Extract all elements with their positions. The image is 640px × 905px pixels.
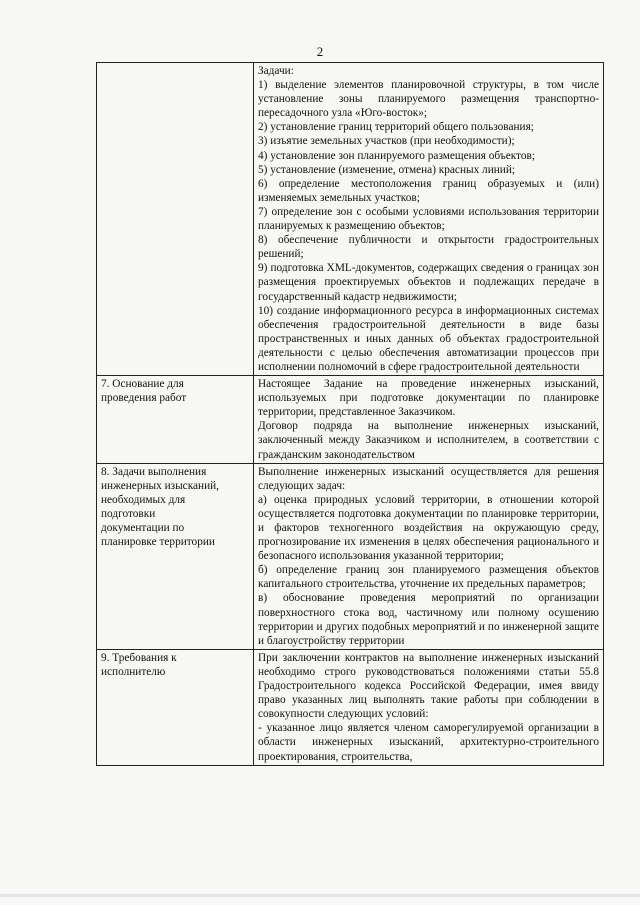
content-paragraph: При заключении контрактов на выполнение инженерных изысканий необходимо строго руководствоваться положениями статьи 55.8 Градостроительного кодекса Российской Федерации, имея ввиду право указанных лиц выполнять такие работы при соблюдении в совокупности следующих условий: [258, 651, 599, 721]
content-paragraph: б) определение границ зон планируемого размещения объектов капитального строительства, уточнение их предельных параметров; [258, 564, 599, 591]
table-row-tasks [97, 63, 604, 376]
row-label-cell [97, 376, 254, 464]
content-paragraph: в) обоснование проведения мероприятий по организации поверхностного стока вод, частичному или полному осушению территории и других подобных мероприятий и по инженерной защите и благоустройству территории [258, 592, 599, 647]
row-label: 7. Основание для [101, 378, 184, 391]
content-paragraph: Задачи: [258, 65, 294, 77]
row-label-cell [97, 463, 254, 649]
requirements-table [96, 62, 604, 766]
row-label: исполнителю [101, 665, 166, 678]
content-paragraph: 9) подготовка XML-документов, содержащих сведения о границах зон размещения проектируемых объектов и подлежащих передаче в государственный кадастр недвижимости; [258, 262, 599, 303]
content-paragraph: 1) выделение элементов планировочной структуры, в том числе установление зоны планируемого размещения транспортно-пересадочного узла «Юго-восток»; [258, 79, 599, 120]
row-label: планировке территории [101, 536, 215, 549]
page-number: 2 [316, 44, 324, 59]
content-paragraph: 4) установление зон планируемого размещения объектов; [258, 149, 535, 162]
content-paragraph: 6) определение местоположения границ образуемых и (или) изменяемых земельных участков; [258, 177, 599, 204]
content-paragraph: 2) установление границ территорий общего пользования; [258, 121, 534, 134]
content-paragraph: Выполнение инженерных изысканий осуществляется для решения следующих задач: [258, 465, 599, 492]
row-label: 9. Требования к [101, 651, 177, 664]
row-content-cell [254, 463, 604, 649]
content-paragraph: Договор подряда на выполнение инженерных изысканий, заключенный между Заказчиком и исполнителем, в соответствии с гражданским законодательством [258, 420, 599, 461]
scan-edge [0, 894, 640, 897]
row-content-cell [254, 649, 604, 765]
content-paragraph: 7) определение зон с особыми условиями использования территории планируемых к размещению объектов; [258, 205, 599, 233]
content-paragraph: 10) создание информационного ресурса в информационных системах обеспечения градостроительной деятельности в виде базы пространственных и иных данных об объектах градостроительной деятельности с целью обеспечения автоматизации процессов при исполнении полномочий в сфере градостроительной деятельности [258, 304, 599, 373]
table-row-basis [97, 376, 604, 464]
table-row-survey-tasks [97, 463, 604, 649]
content-paragraph: 5) установление (изменение, отмена) красных линий; [258, 163, 516, 176]
content-paragraph: а) оценка природных условий территории, в отношении которой осуществляется подготовка документации по планировке территории, и факторов техногенного воздействия на окружающую среду, прогнозирование их изменения в целях обеспечения рационального и безопасного использования указанной территории; [258, 493, 599, 563]
row-label: проведения работ [101, 392, 187, 405]
row-label: необходимых для [101, 493, 186, 506]
row-label: 8. Задачи выполнения [101, 465, 207, 478]
content-paragraph: 8) обеспечение публичности и открытости градостроительных решений; [258, 234, 599, 261]
row-content-cell [254, 63, 604, 376]
table-row-contractor-requirements [97, 649, 604, 765]
row-label: подготовки [101, 507, 156, 520]
content-paragraph: Настоящее Задание на проведение инженерных изысканий, используемых при подготовке документации по планировке территории, представленное Заказчиком. [258, 378, 599, 419]
row-label: документации по [101, 522, 185, 534]
content-paragraph: 3) изъятие земельных участков (при необходимости); [258, 135, 515, 148]
content-paragraph: - указанное лицо является членом саморегулируемой организации в области инженерных изысканий, архитектурно-строительного проектирования, строительства, [258, 722, 599, 763]
row-label-cell [97, 63, 254, 376]
row-label-cell [97, 649, 254, 765]
row-content-cell [254, 376, 604, 464]
row-label: инженерных изысканий, [101, 479, 219, 492]
